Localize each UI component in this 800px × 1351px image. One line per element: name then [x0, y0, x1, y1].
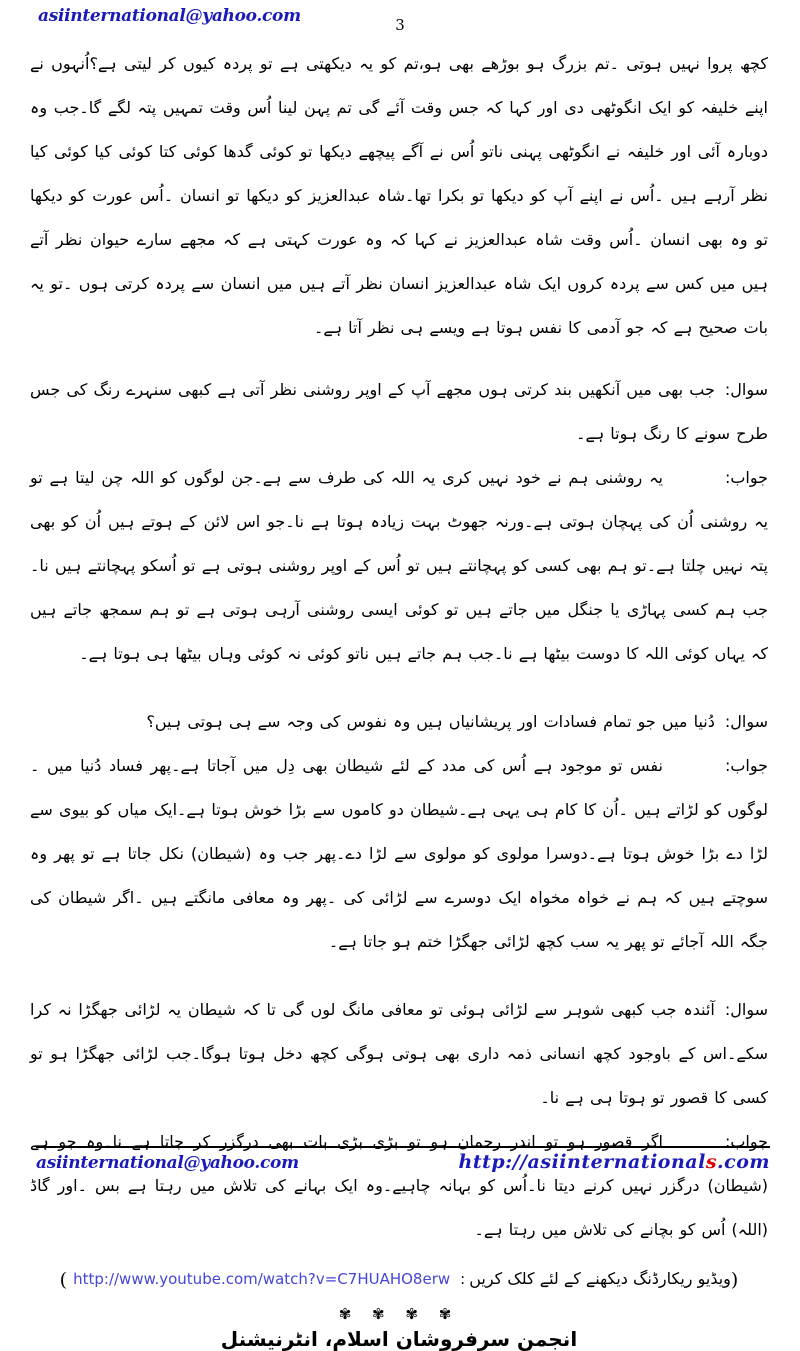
answer-3-label: جواب:	[724, 1132, 768, 1151]
answer-2-text: نفس تو موجود ہے اُس کی مدد کے لئے شیطان بھی دِل میں آجاتا ہے۔پھر فساد دُنیا میں ۔لوگوں کو لڑاتے ہیں ۔اُن کا کام ہی یہی ہے۔شیطان دو کاموں سے بڑا خوش ہوتا ہے۔ایک میاں کو بیوی سے لڑا دے بڑا خوش ہوتا ہے۔دوسرا مولوی کو مولوی سے لڑا دے۔پھر جب وہ (شیطان) نکل جاتا ہے تو پھر وہ سوچتے ہیں کہ ہم نے خواہ مخواہ ایک دوسرے سے لڑائی کی ۔پھر وہ معافی مانگتے ہیں ۔اگر شیطان کی جگہ اللہ آجائے تو پھر یہ سب کچھ لڑائی جھگڑا ختم ہو جاتا ہے۔	[30, 756, 769, 951]
question-3-text: آئندہ جب کبھی شوہر سے لڑائی ہوئی تو معافی مانگ لوں گی تا کہ شیطان یہ لڑائی جھگڑا نہ کرا سکے۔اس کے باوجود کچھ انسانی ذمہ داری بھی ہوتی ہوگی کچھ دخل ہوتا ہوگا۔جب لڑائی جھگڑا ہو تو کسی کا قصور تو ہوتا ہی ہے نا۔	[30, 1000, 768, 1107]
footer-url-part2: .com	[717, 1151, 770, 1173]
footer-site-link[interactable]	[459, 1151, 770, 1173]
question-2	[30, 700, 768, 744]
question-1	[30, 368, 768, 456]
answer-2	[30, 744, 768, 964]
answer-3-text: اگر قصور ہو تو اندر رحمان ہو تو بڑی بڑی بات بھی درگزر کر جاتا ہے نا۔وہ جو ہے (شیطان) درگزر نہیں کرنے دیتا نا۔اُس کو بہانہ چاہیے۔وہ ایک بہانے کی تلاش میں رہتا ہے بس ۔اور گاڈ (اللہ) اُس کو بچانے کی تلاش میں رہتا ہے۔	[30, 1132, 768, 1239]
header-email-link[interactable]: asiinternational@yahoo.com	[38, 6, 301, 26]
question-2-text: دُنیا میں جو تمام فسادات اور پریشانیاں ہیں وہ نفوس کی وجہ سے ہی ہوتی ہیں؟	[146, 712, 715, 731]
answer-1	[30, 456, 768, 676]
question-3	[30, 988, 768, 1120]
question-1-text: جب بھی میں آنکھیں بند کرتی ہوں مجھے آپ کے اوپر روشنی نظر آتی ہے کبھی سنہرے رنگ کی جس طرح سونے کا رنگ ہوتا ہے۔	[30, 380, 768, 443]
footer	[36, 1146, 770, 1173]
answer-1-text: یہ روشنی ہم نے خود نہیں کری یہ اللہ کی طرف سے ہے۔جن لوگوں کو اللہ چن لیتا ہے تو یہ روشنی اُن کی پہچان ہوتی ہے۔ورنہ جھوٹ بہت زیادہ ہوتا ہے نا۔جو اس لائن کے ہوتے ہیں اُن کو بھی پتہ نہیں چلتا ہے۔تو ہم بھی کسی کو پہچانتے ہیں تو اُس کے اوپر روشنی ہوتی ہے تو اُسکو پہچانتے ہیں نا۔جب ہم کسی پہاڑی یا جنگل میں جاتے ہیں تو کوئی ایسی روشنی آرہی ہوتی ہے تو ہم سمجھ جاتے ہیں کہ یہاں کوئی اللہ کا دوست بیٹھا ہے نا۔جب ہم جاتے ہیں ناتو کوئی نہ کوئی وہاں بیٹھا ہی ہوتا ہے۔	[30, 468, 769, 663]
florette-ornaments-icon: ✾ ✾ ✾ ✾	[338, 1305, 460, 1323]
question-2-label: سوال:	[724, 712, 768, 731]
paragraph-continuation: کچھ پروا نہیں ہوتی ۔تم بزرگ ہو بوڑھے بھی ہو،تم کو یہ دیکھتی ہے تو پردہ کیوں کر لیتی ہے؟اُنہوں نے اپنے خلیفہ کو ایک انگوٹھی دی اور کہا کہ جس وقت آئے گی تم پہن لینا اُس وقت تمہیں پتہ لگے گا۔جب وہ دوبارہ آئی اور خلیفہ نے انگوٹھی پہنی ناتو اُس نے آگے پیچھے دیکھا تو کوئی گدھا کوئی کتا کوئی کیا کوئی کیا نظر آرہے ہیں ۔اُس نے اپنے آپ کو دیکھا تو بکرا تھا۔شاہ عبدالعزیز کو دیکھا تو انسان ۔اُس عورت کو دیکھا تو وہ بھی انسان ۔اُس وقت شاہ عبدالعزیز نے کہا کہ وہ عورت کہتی ہے کہ مجھے سارے حیوان نظر آتے ہیں میں کس سے پردہ کروں ایک شاہ عبدالعزیز انسان نظر آتے ہیں میں انسان سے پردہ کرتی ہوں ۔تو یہ بات صحیح ہے کہ جو آدمی کا نفس ہوتا ہے ویسے ہی نظر آتا ہے۔	[30, 54, 769, 337]
footer-url-part1: http://asiinternational	[458, 1151, 706, 1173]
footer-url-red-s: s	[705, 1151, 718, 1173]
video-link-line	[30, 1266, 768, 1293]
open-paren: (	[59, 1269, 68, 1291]
answer-1-label: جواب:	[724, 468, 768, 487]
video-caption: ویڈیو ریکارڈنگ دیکھنے کے لئے کلک کریں	[469, 1269, 731, 1288]
footer-email-link[interactable]: asiinternational@yahoo.com	[36, 1153, 299, 1173]
question-1-label: سوال:	[724, 380, 768, 399]
answer-2-label: جواب:	[724, 756, 768, 775]
page-number: 3	[395, 16, 405, 34]
close-paren: )	[730, 1269, 739, 1291]
youtube-link[interactable]: http://www.youtube.com/watch?v=C7HUAHO8erw	[73, 1270, 451, 1288]
question-3-label: سوال:	[724, 1000, 768, 1019]
answer-3	[30, 1120, 768, 1252]
separator-colon: :	[460, 1270, 466, 1288]
organization-name: انجمن سرفروشان اسلام، انٹرنیشنل	[220, 1327, 578, 1351]
